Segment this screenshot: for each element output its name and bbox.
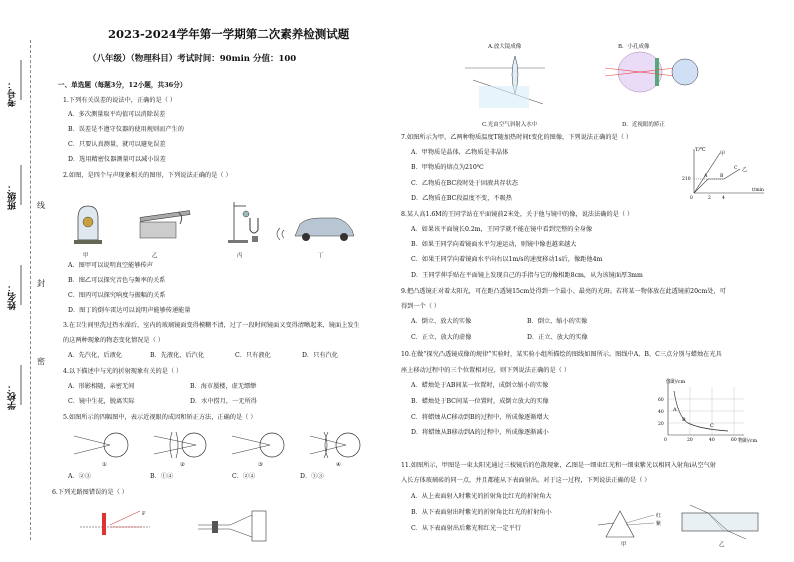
q10-x-label: 物距/cm: [738, 438, 758, 444]
q2-caption-2: 乙: [152, 253, 158, 259]
q7-option-c: C．乙物质在BC段时处于固液共存状态: [411, 180, 518, 187]
q11-stem-2: 入长方体玻璃砖的同一点，并且都能从下表面射出。对于这一过程，下列说法正确的是（ ）: [401, 477, 651, 484]
q8-option-a: A．如果该平面镜长0.2m，王同学就不能在镜中看到完整的全身像: [411, 226, 593, 233]
q2-option-c: C．图丙可以探究响度与振幅的关系: [68, 292, 166, 299]
q4-option-b: B．海市蜃楼，虚无缥缈: [190, 383, 257, 390]
binding-margin: [0, 0, 48, 562]
q9-option-d: D．正立、放大的实像: [527, 334, 588, 341]
q9-option-c: C．正立、放大的虚像: [411, 334, 472, 341]
q10-xtick-40: 40: [709, 438, 715, 443]
pinhole-diagram: [605, 52, 698, 92]
q5-caption-1: ①: [102, 462, 107, 468]
q10-image-distance-graph: [648, 377, 768, 443]
name-write-lines: [20, 60, 22, 480]
q7-y-label: T/℃: [695, 147, 706, 153]
q6-option-figures: [455, 48, 775, 123]
tuning-fork-figure: [228, 202, 258, 243]
q2-option-a: A．图甲可以说明真空能够传声: [68, 262, 153, 269]
q11-option-b: B．从下表面射出时紫光的折射角比红光的折射角小: [411, 509, 552, 516]
q8-option-c: C．如果王同学向着镜面水平向右以1m/s的速度移动1s后，像距他4m: [411, 256, 603, 263]
q11-caption-jia: 甲: [621, 542, 627, 548]
q7-tick-2: 2: [708, 196, 711, 201]
q7-option-a: A．甲物质是晶体，乙物质是非晶体: [411, 149, 509, 156]
q5-option-c: C．②④: [232, 473, 256, 480]
q5-option-b: B．①④: [150, 473, 174, 480]
q7-curve-jia: [694, 153, 720, 193]
q10-ytick-20: 20: [658, 422, 664, 427]
seal-xian: 线: [37, 201, 45, 210]
q1-option-d: D．选用精密仪器测量可以减小误差: [68, 156, 166, 163]
seal-mi: 密: [37, 357, 45, 366]
q10-point-a: A: [673, 407, 677, 413]
q5-caption-3: ③: [258, 462, 263, 468]
q10-origin: 0: [664, 438, 667, 443]
q5-eye-figures: [72, 428, 362, 462]
q11-figures: [598, 503, 778, 543]
q3-option-a: A．先汽化，后液化: [68, 352, 122, 359]
svg-text:F: F: [142, 511, 146, 517]
q3-option-c: C．只有液化: [235, 352, 271, 359]
q1-stem: 1.下列有关误差的说法中，正确的是（ ）: [63, 97, 177, 104]
q10-option-b: B．蜡烛处于BC间某一位置时，成倒立放大的实像: [411, 398, 549, 405]
seal-feng: 封: [37, 279, 45, 288]
school-label: 学校：: [8, 383, 18, 410]
q11-purple-label: 紫: [656, 521, 662, 527]
car-radar-figure: [277, 218, 354, 241]
q7-option-b: B．甲物质的熔点为210℃: [411, 164, 484, 171]
q6-stem: 6.下列光路图错误的是（ ）: [52, 489, 128, 496]
q1-option-c: C．只要认真测量，就可以避免误差: [68, 141, 166, 148]
q10-point-c: C: [710, 423, 714, 429]
name-label: 姓名：: [8, 283, 18, 310]
q7-point-b: B: [720, 174, 724, 179]
exam-no-label: 考号：: [8, 80, 18, 107]
q7-origin: 0: [690, 196, 693, 201]
q8-stem: 8.某人高1.6M的王同学站在平面镜前2米处，关于他与镜中的像，说法法确的是（ ）: [401, 211, 634, 218]
exam-subtitle: （八年级）（物理科目）考试时间：90min 分值：100: [88, 54, 297, 64]
q2-stem: 2.如图，是四个与声现象相关的图形，下列说法正确的是（ ）: [63, 172, 232, 179]
q6-light-path-figures: [80, 505, 280, 545]
q10-point-b: B: [682, 417, 686, 423]
q10-ytick-40: 40: [658, 410, 664, 415]
q7-label-jia: 甲: [720, 151, 726, 157]
cut-line: [30, 40, 32, 540]
q1-option-a: A．多次测量取平均值可以消除误差: [68, 111, 166, 118]
q6-option-b-caption: B．小孔成像: [618, 44, 650, 50]
q2-caption-4: 丁: [318, 253, 324, 259]
q4-option-a: A．形影相随，亲密无间: [68, 383, 135, 390]
q5-option-a: A．②③: [68, 473, 92, 480]
q2-option-d: D．图丁的倒车雷达可以说明声能够传递能量: [68, 307, 191, 314]
q10-ytick-60: 60: [658, 398, 664, 403]
q7-point-a: A: [704, 174, 708, 179]
q7-label-yi: 乙: [742, 167, 748, 173]
q6-option-a-caption: A.放大镜成像: [488, 44, 522, 50]
ruler-figure: [140, 211, 190, 238]
exam-title: 2023-2024学年第一学期第二次素养检测试题: [108, 27, 350, 41]
q9-option-b: B．倒立、缩小的实像: [527, 318, 588, 325]
q11-caption-yi: 乙: [719, 542, 725, 548]
q5-option-d: D．①③: [300, 473, 324, 480]
q7-option-d: D．乙物质在BC段温度不变，不吸热: [411, 195, 512, 202]
q2-caption-3: 丙: [237, 253, 243, 259]
q11-option-a: A．从上表面射入时紫光的折射角比红光的折射角大: [411, 493, 552, 500]
q1-option-b: B．误差是不遵守仪器的使用规则而产生的: [68, 126, 184, 133]
q9-option-a: A．倒立、放大的实像: [411, 318, 472, 325]
q10-stem-2: 座上移动过程中的三个位置相对应，则下列说法正确的是（ ）: [401, 367, 571, 374]
q10-xtick-60: 60: [731, 438, 737, 443]
q10-option-a: A．蜡烛处于AB间某一位置时，成倒立缩小的实像: [411, 382, 549, 389]
q2-caption-1: 甲: [83, 253, 89, 259]
q5-caption-2: ②: [180, 462, 185, 468]
q7-curve-yi: [694, 169, 740, 193]
q5-caption-4: ④: [336, 462, 341, 468]
q10-y-label: 像距/cm: [666, 379, 686, 385]
q11-option-c: C．从下表面射出后紫光和红光一定平行: [411, 525, 521, 532]
q7-tick-210: 210: [682, 177, 691, 182]
q9-stem-2: 得到一个（ ）: [401, 303, 441, 310]
q10-option-d: D．将蜡烛从B移动到A的过程中，所成像逐渐减小: [411, 429, 549, 436]
q6-option-c-caption: C.光由空气斜射入水中: [482, 122, 538, 128]
bell-jar-figure: [74, 206, 102, 244]
q4-option-c: C．镜中生花，脱离实际: [68, 398, 135, 405]
q11-stem: 11.如图所示，甲图是一束太阳光通过三棱镜后的色散现象，乙图是一细束红光和一细束紫光以相同入射角i从空气射: [401, 462, 717, 469]
class-label: 班级：: [8, 183, 18, 210]
q3-stem: 3.在卫生间里洗过热水澡后，室内的玻璃镜面变得模糊不清，过了一段时间镜面又变得清晰起来，镜面上发生: [63, 322, 360, 329]
q7-x-label: t/min: [752, 188, 764, 193]
q3-option-d: D．只有汽化: [302, 352, 338, 359]
q2-figures: [70, 200, 360, 252]
magnifier-diagram: [465, 56, 545, 108]
q7-stem: 7.如图所示为甲、乙两种物质温度T随加热时间t变化的图像，下列说法正确的是（ ）: [401, 134, 633, 141]
q10-stem: 10.在做“探究凸透镜成像的规律”实验时，某实验小组所描绘的图线如图所示。图线中A、B、C三点分别与蜡烛在光具: [401, 351, 722, 358]
q7-point-c: C: [734, 166, 738, 171]
q11-red-label: 红: [656, 513, 662, 519]
q8-option-b: B．如果王同学向着镜面水平匀速运动，则镜中像也越来越大: [411, 241, 577, 248]
q6-option-d-caption: D．近视眼的矫正: [622, 122, 665, 128]
section-title: 一、单选题（每题3分，12小题，共36分）: [58, 81, 187, 89]
q9-stem: 9.把凸透镜正对着太阳光，可在距凸透镜15cm处得到一个最小、最亮的光斑。若将某一物体放在此透镜前20cm处，可: [401, 288, 726, 295]
q7-tick-4: 4: [722, 196, 725, 201]
q4-option-d: D．水中捞月，一无所得: [190, 398, 257, 405]
q5-stem: 5.如图所示的四幅图中，表示近视眼的成因和矫正方法，正确的是（ ）: [63, 414, 257, 421]
q10-option-c: C．将蜡烛从C移动到B的过程中，所成像逐渐增大: [411, 414, 549, 421]
q4-stem: 4.以下描述中与光的折射现象有关的是（ ）: [63, 368, 183, 375]
q2-option-b: B．图乙可以探究音色与频率的关系: [68, 277, 166, 284]
q3-option-b: B．先液化，后汽化: [150, 352, 205, 359]
q7-temperature-graph: [680, 143, 770, 201]
q8-option-d: D．王同学伸手贴在平面镜上发现自己的手指与它的像相距8cm，从为该镜面厚3mm: [411, 272, 643, 279]
q3-stem-2: 的这两种现象的物态变化情况是（ ）: [63, 337, 164, 344]
q10-xtick-20: 20: [687, 438, 693, 443]
